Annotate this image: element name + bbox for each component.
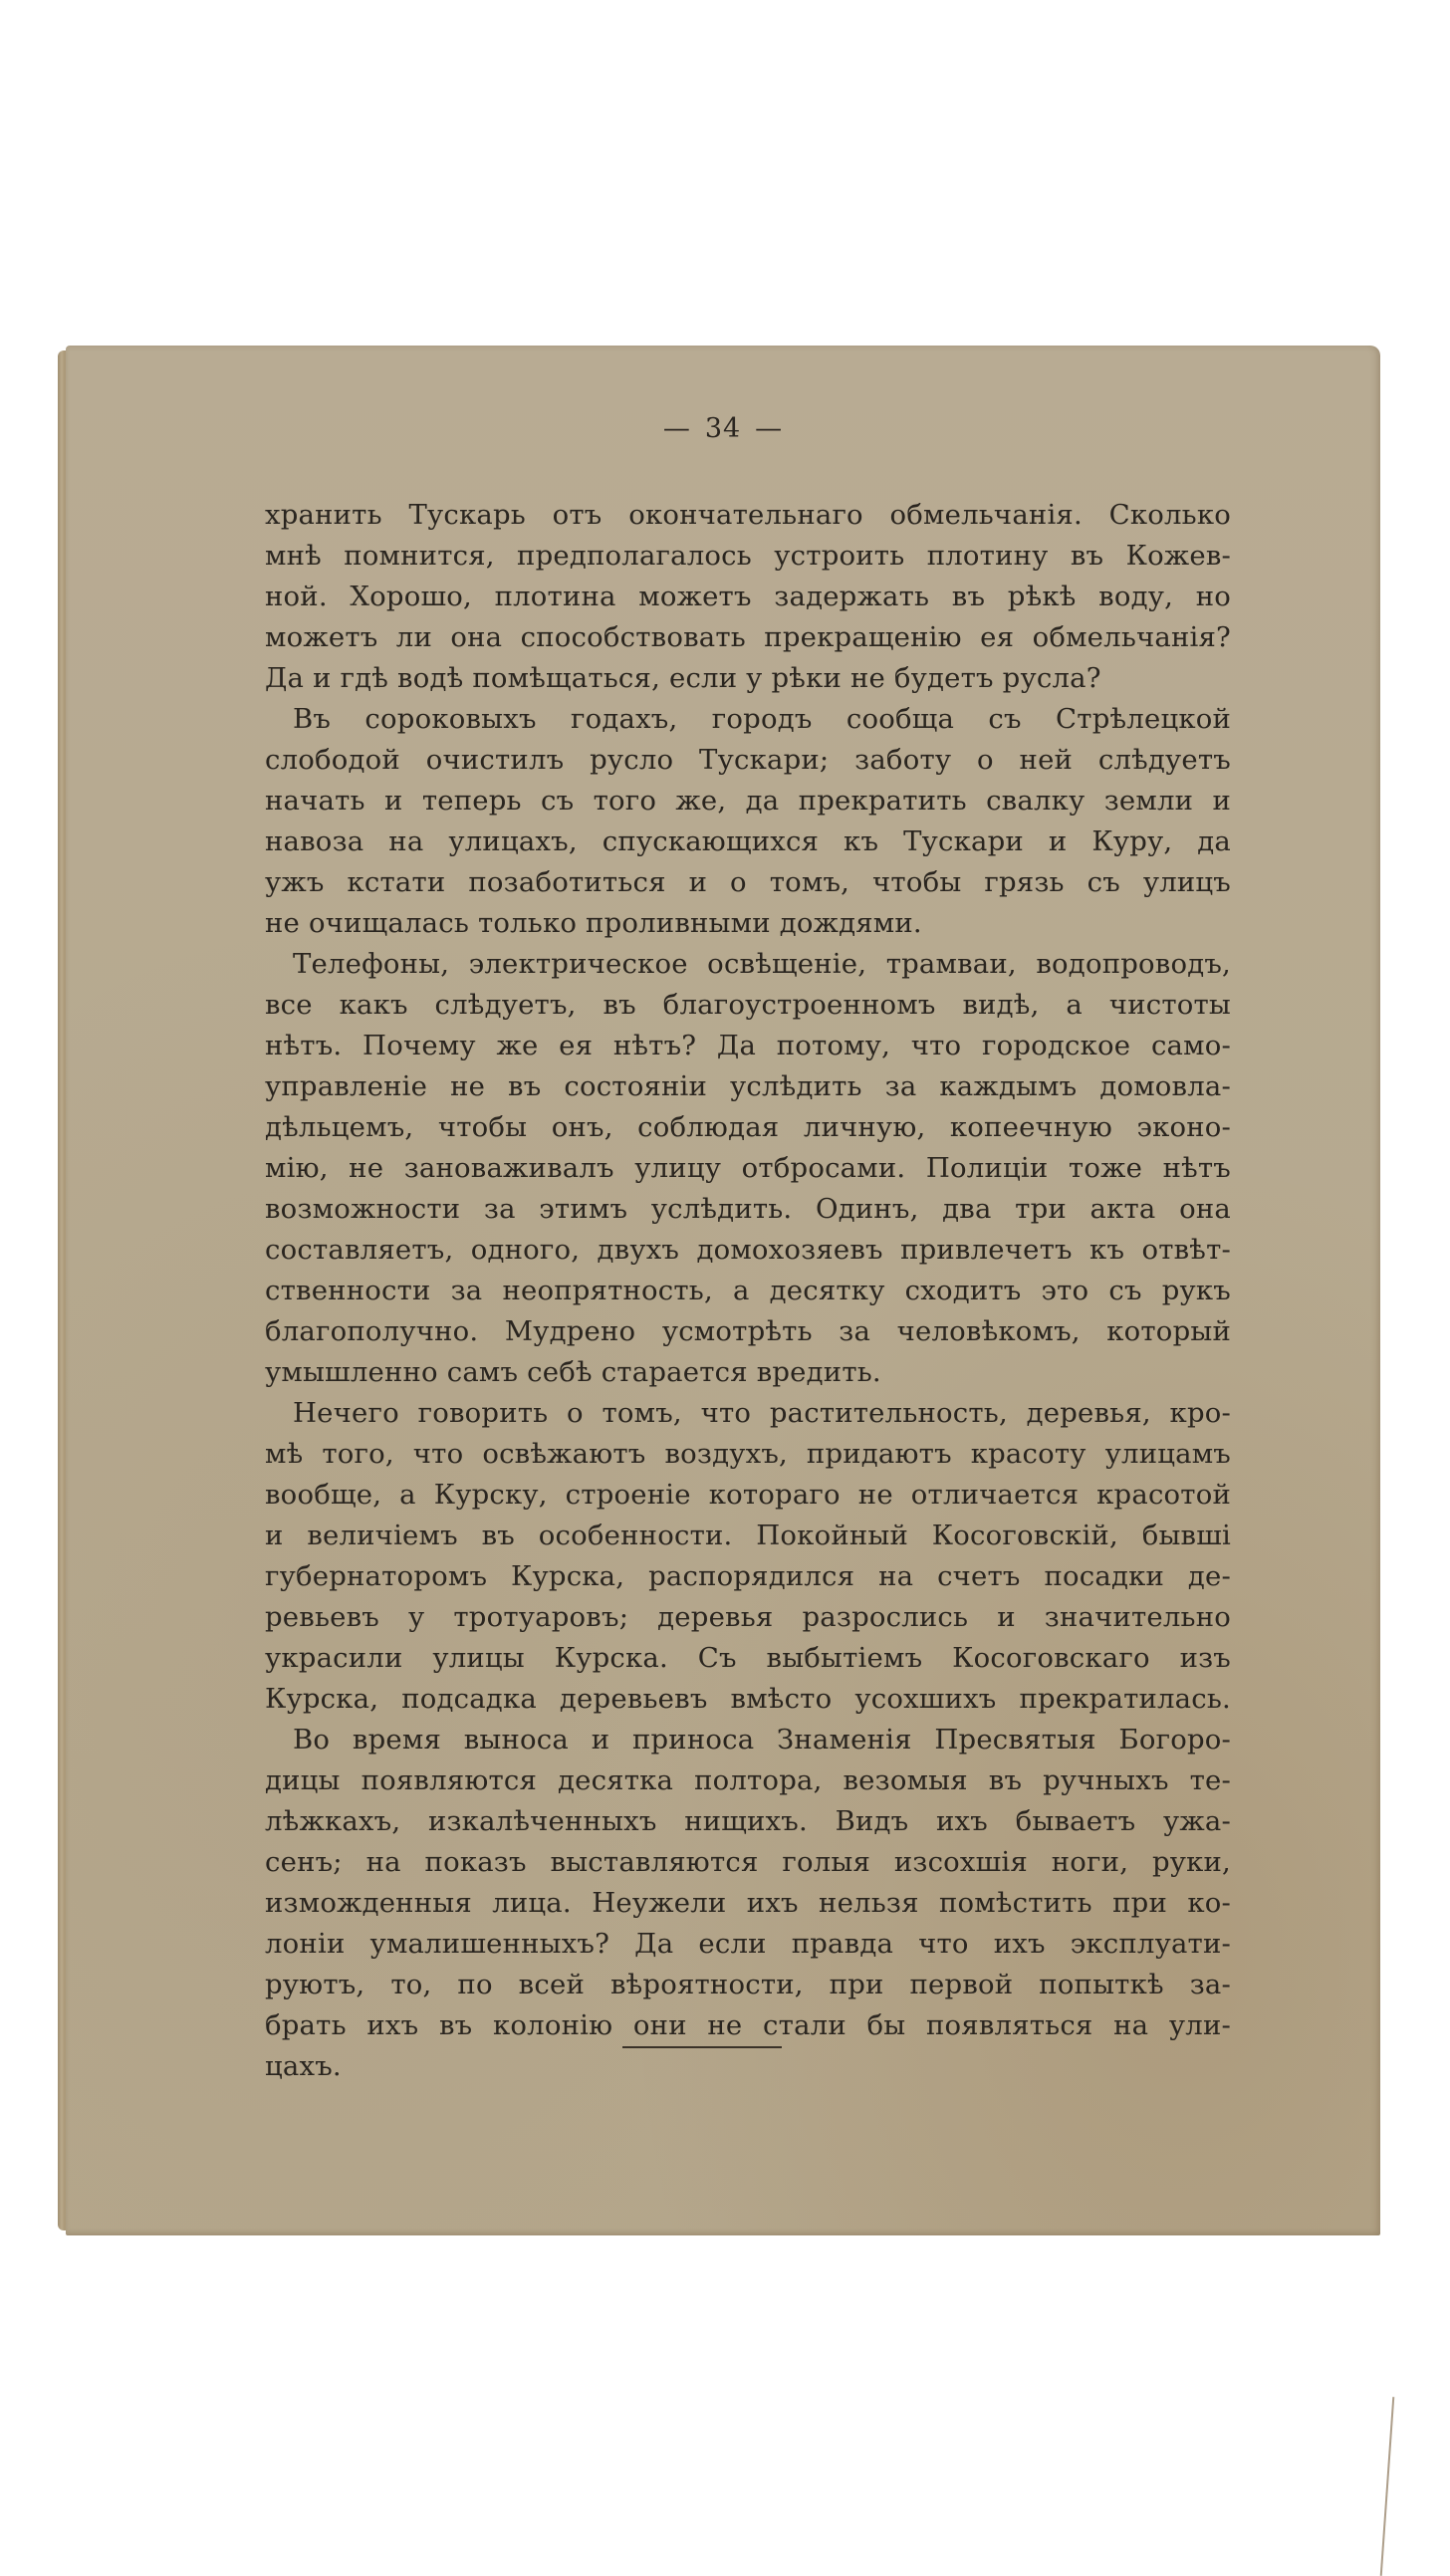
text-line: брать ихъ въ колонію они не стали бы появляться на ули- — [265, 2009, 1231, 2041]
text-line: благополучно. Мудрено усмотрѣть за человѣкомъ, который — [265, 1315, 1231, 1347]
text-line: нѣтъ. Почему же ея нѣтъ? Да потому, что городское само- — [265, 1030, 1231, 1061]
text-line: все какъ слѣдуетъ, въ благоустроенномъ видѣ, а чистоты — [265, 989, 1231, 1021]
text-line: сенъ; на показъ выставляются голыя изсохшія ноги, руки, — [265, 1846, 1231, 1878]
text-line: цахъ. — [265, 2050, 342, 2082]
text-line: мнѣ помнится, предполагалось устроить плотину въ Кожев- — [265, 540, 1231, 572]
dash-right: — — [755, 413, 784, 444]
book-page — [66, 346, 1380, 2235]
text-line: лѣжкахъ, изкалѣченныхъ нищихъ. Видъ ихъ бываетъ ужа- — [265, 1805, 1231, 1837]
text-line: и величіемъ въ особенности. Покойный Косоговскій, бывшi — [265, 1520, 1231, 1551]
body-text — [265, 495, 1231, 2087]
text-line: ревьевъ у тротуаровъ; деревья разрослись и значительно — [265, 1601, 1231, 1633]
text-line: слободой очистилъ русло Тускари; заботу о ней слѣдуетъ — [265, 744, 1231, 776]
paragraph — [265, 944, 1231, 1393]
page-number-header — [66, 413, 1380, 444]
section-end-rule — [622, 2046, 782, 2048]
text-line: умышленно самъ себѣ старается вредить. — [265, 1356, 881, 1388]
text-line: не очищалась только проливными дождями. — [265, 907, 922, 939]
text-line: возможности за этимъ услѣдить. Одинъ, два три акта она — [265, 1193, 1231, 1225]
text-line: дѣльцемъ, чтобы онъ, соблюдая личную, копеечную эконо- — [265, 1111, 1231, 1143]
text-line: вообще, а Курску, строеніе котораго не отличается красотой — [265, 1479, 1231, 1511]
text-line: Телефоны, электрическое освѣщеніе, трамваи, водопроводъ, — [293, 948, 1231, 980]
text-line: мію, не зановаживалъ улицу отбросами. Полиціи тоже нѣтъ — [265, 1152, 1231, 1184]
paragraph — [265, 1720, 1231, 2087]
text-line: Да и гдѣ водѣ помѣщаться, если у рѣки не будетъ русла? — [265, 662, 1101, 694]
dash-left: — — [662, 413, 691, 444]
text-line: начать и теперь съ того же, да прекратить свалку земли и — [265, 785, 1231, 817]
text-line: навоза на улицахъ, спускающихся къ Тускари и Куру, да — [265, 825, 1231, 857]
text-line: хранить Тускарь отъ окончательнаго обмельчанія. Сколько — [265, 499, 1231, 531]
text-line: Въ сороковыхъ годахъ, городъ сообща съ Стрѣлецкой — [293, 703, 1231, 735]
page-number: 34 — [704, 413, 742, 444]
paragraph — [265, 495, 1231, 699]
text-line: украсили улицы Курска. Съ выбытіемъ Косоговскаго изъ — [265, 1642, 1231, 1674]
text-line: губернаторомъ Курска, распорядился на счетъ посадки де- — [265, 1560, 1231, 1592]
text-line: дицы появляются десятка полтора, везомыя въ ручныхъ те- — [265, 1764, 1231, 1796]
text-line: Нечего говорить о томъ, что растительность, деревья, кро- — [293, 1397, 1231, 1429]
text-line: ужъ кстати позаботиться и о томъ, чтобы грязь съ улицъ — [265, 866, 1231, 898]
text-line: Курска, подсадка деревьевъ вмѣсто усохшихъ прекратилась. — [265, 1683, 1231, 1715]
text-line: изможденныя лица. Неужели ихъ нельзя помѣстить при ко- — [265, 1887, 1231, 1919]
text-line: мѣ того, что освѣжаютъ воздухъ, придаютъ красоту улицамъ — [265, 1438, 1231, 1470]
text-line: можетъ ли она способствовать прекращенію ея обмельчанія? — [265, 621, 1231, 653]
text-line: ной. Хорошо, плотина можетъ задержать въ рѣкѣ воду, но — [265, 581, 1231, 612]
text-line: составляетъ, одного, двухъ домохозяевъ привлечетъ къ отвѣт- — [265, 1234, 1231, 1266]
text-line: лоніи умалишенныхъ? Да если правда что ихъ эксплуати- — [265, 1928, 1231, 1960]
text-line: ственности за неопрятность, а десятку сходитъ это съ рукъ — [265, 1275, 1231, 1306]
text-line: Во время выноса и приноса Знаменія Пресвятыя Богоро- — [293, 1724, 1231, 1756]
text-line: руютъ, то, по всей вѣроятности, при первой попыткѣ за- — [265, 1969, 1231, 2000]
paragraph — [265, 1393, 1231, 1720]
paragraph — [265, 699, 1231, 944]
text-line: управленіе не въ состояніи услѣдить за каждымъ домовла- — [265, 1070, 1231, 1102]
